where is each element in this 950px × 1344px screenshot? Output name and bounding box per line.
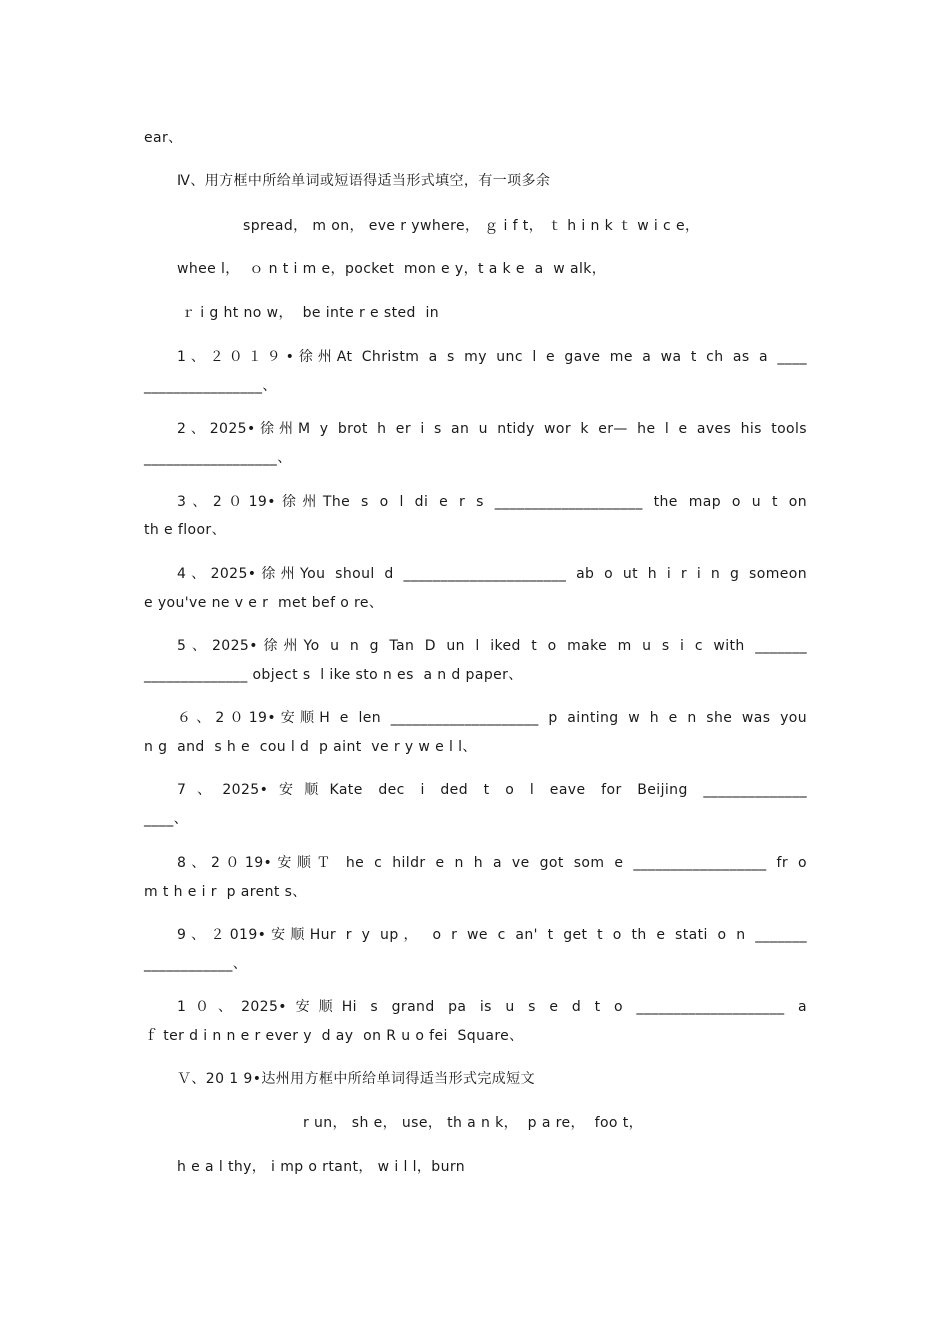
question-2-cont: __________________、 xyxy=(144,450,292,466)
question-7: 7、2025•安顺Kate dec i ded t o l eave for Beijing ______________ xyxy=(177,782,807,798)
text-line: ear、 xyxy=(144,130,183,146)
word-box-line: r un， sh e， use， th a n k， p a re， foo t， xyxy=(303,1115,644,1131)
question-9-cont: ____________、 xyxy=(144,956,248,972)
word-box-line: h e a l thy， i mp o rtant， w i l l，burn xyxy=(177,1159,466,1175)
question-1: 1、２０１９•徐州At Christm a s my unc l e gave me a wa t ch as a ____ xyxy=(177,349,807,365)
question-10-cont: ｆ ter d i n n e r ever y d ay on R u o fei Square、 xyxy=(144,1028,524,1044)
question-8-cont: m t h e i r p arent s、 xyxy=(144,884,307,900)
question-7-cont: ____、 xyxy=(144,811,188,827)
question-1-cont: ________________、 xyxy=(144,378,277,394)
question-6: ６、2０19•安顺H e len ____________________ p ainting w h e n she was you xyxy=(177,710,807,726)
question-9: 9、２019•安顺Hur r y up， o r we c an' t get t o th e stati o n _______ xyxy=(177,927,807,943)
word-box-line: whee l， ｏ n t i m e，pocket mon e y，t a k e a w alk， xyxy=(177,261,607,277)
question-10: 1０、2025•安顺Hi s grand pa is u s e d t o ____________________ a xyxy=(177,999,807,1015)
question-3-cont: th e floor、 xyxy=(144,522,226,538)
question-8: 8、2０19•安顺Ｔ he c hildr e n h a ve got som e __________________ fr o xyxy=(177,855,807,871)
question-2: 2、2025•徐州M y brot h er i s an u ntidy wor k er— he l e aves his tools xyxy=(177,421,807,437)
question-5: 5、2025•徐州Yo u n g Tan D un l iked t o make m u s i c with _______ xyxy=(177,638,807,654)
word-box-line: ｒ i g ht no w， be inte r e sted in xyxy=(181,305,440,321)
section-heading-iv: Ⅳ、用方框中所给单词或短语得适当形式填空，有一项多余 xyxy=(177,173,551,189)
word-box-line: spread， m on， eve r ywhere， ｇ i f t， ｔ h i n k ｔ w i c e， xyxy=(243,218,700,234)
question-5-cont: ______________ object s l ike sto n es a n d paper、 xyxy=(144,667,523,683)
section-heading-v: Ｖ、20 1 9•达州用方框中所给单词得适当形式完成短文 xyxy=(177,1071,535,1087)
question-6-cont: n g and s h e cou l d p aint ve r y w e l l、 xyxy=(144,739,477,755)
question-4-cont: e you've ne v e r met bef o re、 xyxy=(144,595,384,611)
question-4: 4、2025•徐州You shoul d ______________________ ab o ut h i r i n g someon xyxy=(177,566,807,582)
question-3: 3、2０19•徐州The s o l di e r s ____________________ the map o u t on xyxy=(177,494,807,510)
